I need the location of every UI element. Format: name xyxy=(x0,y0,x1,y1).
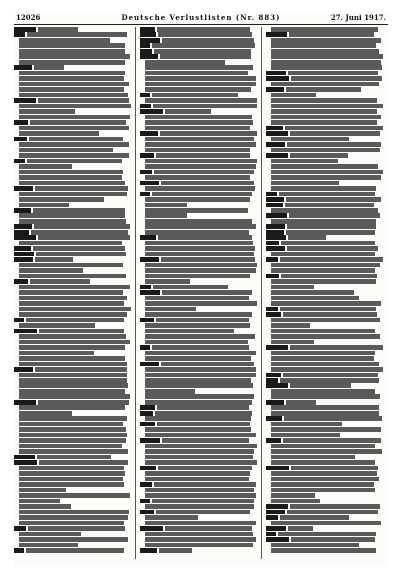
text-line xyxy=(14,219,131,224)
text-line xyxy=(140,307,257,312)
page-number: 12026 xyxy=(16,13,41,22)
text-line xyxy=(140,400,257,405)
column-divider xyxy=(261,27,262,559)
text-line xyxy=(140,203,257,208)
text-line xyxy=(14,351,131,356)
text-line xyxy=(140,312,257,317)
text-line xyxy=(266,159,383,164)
text-line xyxy=(14,109,131,114)
text-line xyxy=(266,27,383,32)
text-line xyxy=(140,213,257,218)
text-line xyxy=(14,164,131,169)
text-column-right xyxy=(266,27,383,559)
text-line xyxy=(14,367,131,372)
text-line xyxy=(140,60,257,65)
text-line xyxy=(266,98,383,103)
text-line xyxy=(266,383,383,388)
text-line xyxy=(14,394,131,399)
text-line xyxy=(140,104,257,109)
text-line xyxy=(266,49,383,54)
text-line xyxy=(266,60,383,65)
text-line xyxy=(14,373,131,378)
text-line xyxy=(266,241,383,246)
text-line xyxy=(140,76,257,81)
text-line xyxy=(266,411,383,416)
text-line xyxy=(140,290,257,295)
text-line xyxy=(266,263,383,268)
text-line xyxy=(266,351,383,356)
text-line xyxy=(140,82,257,87)
text-line xyxy=(266,362,383,367)
text-line xyxy=(266,345,383,350)
text-line xyxy=(140,109,257,114)
text-line xyxy=(140,510,257,515)
text-line xyxy=(266,87,383,92)
text-line xyxy=(266,449,383,454)
text-line xyxy=(14,230,131,235)
text-line xyxy=(266,142,383,147)
text-line xyxy=(14,460,131,465)
text-line xyxy=(14,334,131,339)
text-line xyxy=(14,148,131,153)
text-line xyxy=(140,274,257,279)
text-line xyxy=(14,120,131,125)
text-line xyxy=(14,175,131,180)
text-line xyxy=(140,131,257,136)
text-line xyxy=(140,43,257,48)
text-line xyxy=(140,126,257,131)
text-line xyxy=(140,115,257,120)
text-line xyxy=(266,493,383,498)
text-line xyxy=(14,411,131,416)
text-line xyxy=(266,203,383,208)
text-line xyxy=(14,323,131,328)
text-line xyxy=(266,137,383,142)
text-line xyxy=(14,400,131,405)
text-line xyxy=(266,235,383,240)
text-line xyxy=(14,252,131,257)
text-line xyxy=(266,224,383,229)
text-line xyxy=(140,482,257,487)
text-line xyxy=(266,38,383,43)
text-line xyxy=(14,38,131,43)
text-line xyxy=(140,159,257,164)
text-line xyxy=(140,351,257,356)
text-line xyxy=(140,383,257,388)
text-line xyxy=(266,373,383,378)
text-line xyxy=(14,49,131,54)
text-line xyxy=(140,515,257,520)
text-line xyxy=(266,197,383,202)
text-column-middle xyxy=(140,27,257,559)
text-line xyxy=(266,296,383,301)
text-line xyxy=(140,235,257,240)
text-line xyxy=(140,499,257,504)
text-line xyxy=(14,87,131,92)
text-line xyxy=(14,192,131,197)
text-line xyxy=(140,224,257,229)
text-line xyxy=(140,345,257,350)
newspaper-page xyxy=(14,12,388,566)
text-line xyxy=(266,367,383,372)
text-line xyxy=(14,471,131,476)
text-line xyxy=(14,235,131,240)
text-line xyxy=(140,548,257,553)
text-line xyxy=(14,274,131,279)
text-line xyxy=(140,65,257,70)
text-line xyxy=(266,455,383,460)
text-line xyxy=(140,153,257,158)
text-line xyxy=(140,257,257,262)
text-line xyxy=(266,504,383,509)
text-line xyxy=(266,175,383,180)
text-line xyxy=(14,510,131,515)
text-line xyxy=(14,526,131,531)
text-line xyxy=(266,323,383,328)
text-line xyxy=(140,197,257,202)
text-line xyxy=(14,54,131,59)
text-line xyxy=(266,54,383,59)
text-line xyxy=(140,252,257,257)
text-line xyxy=(14,537,131,542)
text-line xyxy=(266,274,383,279)
text-line xyxy=(266,230,383,235)
text-line xyxy=(14,153,131,158)
text-line xyxy=(140,148,257,153)
text-line xyxy=(140,444,257,449)
text-line xyxy=(140,466,257,471)
text-line xyxy=(14,532,131,537)
text-line xyxy=(140,208,257,213)
text-line xyxy=(14,312,131,317)
text-line xyxy=(14,170,131,175)
text-line xyxy=(266,120,383,125)
text-line xyxy=(140,268,257,273)
text-line xyxy=(14,455,131,460)
text-line xyxy=(140,422,257,427)
text-line xyxy=(14,76,131,81)
text-line xyxy=(14,499,131,504)
text-line xyxy=(140,71,257,76)
text-line xyxy=(14,307,131,312)
text-line xyxy=(14,203,131,208)
text-line xyxy=(266,389,383,394)
text-line xyxy=(14,356,131,361)
text-line xyxy=(14,181,131,186)
text-line xyxy=(14,71,131,76)
text-line xyxy=(14,159,131,164)
text-line xyxy=(266,400,383,405)
text-line xyxy=(266,312,383,317)
text-line xyxy=(140,449,257,454)
text-line xyxy=(266,510,383,515)
text-line xyxy=(140,241,257,246)
text-line xyxy=(266,290,383,295)
text-line xyxy=(266,466,383,471)
text-line xyxy=(14,246,131,251)
text-line xyxy=(14,131,131,136)
text-line xyxy=(266,515,383,520)
text-line xyxy=(140,296,257,301)
text-line xyxy=(266,427,383,432)
text-line xyxy=(14,27,131,32)
text-line xyxy=(266,422,383,427)
text-line xyxy=(140,416,257,421)
text-line xyxy=(14,362,131,367)
text-line xyxy=(140,137,257,142)
text-line xyxy=(140,38,257,43)
text-line xyxy=(266,93,383,98)
text-line xyxy=(140,455,257,460)
text-line xyxy=(140,411,257,416)
text-line xyxy=(14,208,131,213)
text-line xyxy=(266,148,383,153)
text-line xyxy=(140,93,257,98)
text-line xyxy=(140,460,257,465)
text-line xyxy=(140,433,257,438)
text-line xyxy=(14,433,131,438)
text-line xyxy=(14,416,131,421)
text-line xyxy=(140,329,257,334)
text-line xyxy=(140,356,257,361)
text-line xyxy=(140,279,257,284)
text-line xyxy=(14,104,131,109)
text-line xyxy=(266,131,383,136)
text-line xyxy=(140,164,257,169)
text-line xyxy=(14,93,131,98)
text-line xyxy=(266,219,383,224)
text-line xyxy=(140,438,257,443)
text-line xyxy=(140,87,257,92)
text-line xyxy=(266,526,383,531)
page-date: 27. Juni 1917. xyxy=(330,13,386,22)
text-line xyxy=(266,279,383,284)
text-line xyxy=(140,537,257,542)
text-line xyxy=(140,378,257,383)
text-line xyxy=(14,389,131,394)
text-line xyxy=(140,340,257,345)
text-line xyxy=(266,213,383,218)
text-line xyxy=(14,427,131,432)
text-line xyxy=(266,444,383,449)
text-line xyxy=(266,471,383,476)
text-line xyxy=(266,394,383,399)
text-line xyxy=(14,186,131,191)
text-line xyxy=(140,389,257,394)
text-line xyxy=(266,71,383,76)
text-line xyxy=(140,27,257,32)
text-line xyxy=(140,142,257,147)
page-header xyxy=(14,12,388,25)
text-line xyxy=(140,362,257,367)
text-line xyxy=(266,356,383,361)
text-line xyxy=(14,449,131,454)
text-line xyxy=(266,433,383,438)
text-line xyxy=(266,32,383,37)
text-line xyxy=(140,120,257,125)
text-line xyxy=(266,405,383,410)
text-line xyxy=(266,104,383,109)
text-line xyxy=(140,186,257,191)
text-line xyxy=(140,367,257,372)
text-line xyxy=(14,257,131,262)
text-line xyxy=(140,477,257,482)
text-line xyxy=(14,115,131,120)
text-line xyxy=(266,109,383,114)
text-line xyxy=(140,543,257,548)
text-line xyxy=(140,334,257,339)
text-line xyxy=(14,296,131,301)
text-line xyxy=(266,301,383,306)
text-line xyxy=(266,537,383,542)
text-line xyxy=(14,290,131,295)
text-line xyxy=(140,32,257,37)
text-line xyxy=(266,257,383,262)
text-line xyxy=(14,482,131,487)
text-line xyxy=(266,378,383,383)
text-line xyxy=(14,263,131,268)
text-line xyxy=(14,279,131,284)
text-line xyxy=(14,268,131,273)
text-line xyxy=(140,521,257,526)
text-line xyxy=(266,334,383,339)
text-line xyxy=(140,493,257,498)
text-line xyxy=(266,482,383,487)
text-line xyxy=(266,307,383,312)
text-line xyxy=(140,488,257,493)
text-line xyxy=(14,378,131,383)
text-line xyxy=(14,493,131,498)
text-line xyxy=(14,60,131,65)
text-line xyxy=(266,192,383,197)
column-divider xyxy=(135,27,136,559)
text-line xyxy=(266,208,383,213)
text-line xyxy=(266,521,383,526)
text-line xyxy=(14,345,131,350)
text-line xyxy=(266,246,383,251)
text-line xyxy=(14,126,131,131)
text-line xyxy=(14,318,131,323)
text-line xyxy=(14,466,131,471)
text-line xyxy=(14,521,131,526)
text-line xyxy=(14,82,131,87)
text-line xyxy=(266,82,383,87)
text-line xyxy=(266,76,383,81)
text-line xyxy=(140,230,257,235)
text-line xyxy=(140,263,257,268)
text-line xyxy=(140,285,257,290)
page-title: Deutsche Verlustlisten (Nr. 883) xyxy=(121,13,281,22)
text-line xyxy=(140,318,257,323)
text-line xyxy=(266,252,383,257)
text-line xyxy=(140,98,257,103)
text-line xyxy=(266,268,383,273)
text-line xyxy=(266,543,383,548)
text-line xyxy=(266,43,383,48)
text-line xyxy=(14,301,131,306)
text-line xyxy=(140,373,257,378)
text-line xyxy=(14,65,131,70)
text-line xyxy=(266,170,383,175)
text-line xyxy=(14,504,131,509)
text-line xyxy=(14,32,131,37)
text-line xyxy=(14,543,131,548)
text-line xyxy=(14,241,131,246)
text-line xyxy=(266,181,383,186)
text-line xyxy=(140,192,257,197)
text-column-left xyxy=(14,27,131,559)
text-line xyxy=(266,285,383,290)
text-line xyxy=(266,340,383,345)
text-line xyxy=(140,532,257,537)
text-line xyxy=(140,175,257,180)
text-line xyxy=(14,224,131,229)
text-line xyxy=(14,197,131,202)
text-line xyxy=(14,438,131,443)
text-line xyxy=(14,422,131,427)
text-line xyxy=(266,438,383,443)
text-line xyxy=(14,329,131,334)
text-line xyxy=(14,405,131,410)
text-line xyxy=(140,246,257,251)
text-line xyxy=(140,471,257,476)
text-line xyxy=(140,405,257,410)
text-line xyxy=(14,548,131,553)
text-line xyxy=(266,318,383,323)
text-line xyxy=(140,526,257,531)
text-line xyxy=(14,340,131,345)
text-line xyxy=(266,532,383,537)
text-line xyxy=(266,153,383,158)
text-line xyxy=(266,126,383,131)
text-line xyxy=(266,460,383,465)
text-line xyxy=(140,394,257,399)
text-line xyxy=(266,499,383,504)
text-line xyxy=(266,186,383,191)
text-line xyxy=(140,323,257,328)
text-line xyxy=(14,515,131,520)
text-line xyxy=(140,181,257,186)
text-line xyxy=(266,329,383,334)
text-line xyxy=(266,416,383,421)
text-line xyxy=(140,49,257,54)
text-line xyxy=(140,427,257,432)
text-line xyxy=(266,488,383,493)
text-line xyxy=(14,477,131,482)
text-line xyxy=(14,98,131,103)
text-line xyxy=(14,488,131,493)
text-line xyxy=(140,219,257,224)
text-line xyxy=(266,65,383,70)
text-line xyxy=(266,477,383,482)
text-line xyxy=(266,548,383,553)
text-line xyxy=(140,504,257,509)
text-line xyxy=(14,285,131,290)
text-line xyxy=(14,137,131,142)
text-line xyxy=(140,301,257,306)
text-line xyxy=(14,213,131,218)
text-line xyxy=(14,444,131,449)
text-line xyxy=(140,54,257,59)
text-line xyxy=(14,383,131,388)
text-line xyxy=(266,115,383,120)
text-line xyxy=(266,164,383,169)
text-line xyxy=(14,142,131,147)
text-line xyxy=(14,43,131,48)
text-line xyxy=(140,170,257,175)
